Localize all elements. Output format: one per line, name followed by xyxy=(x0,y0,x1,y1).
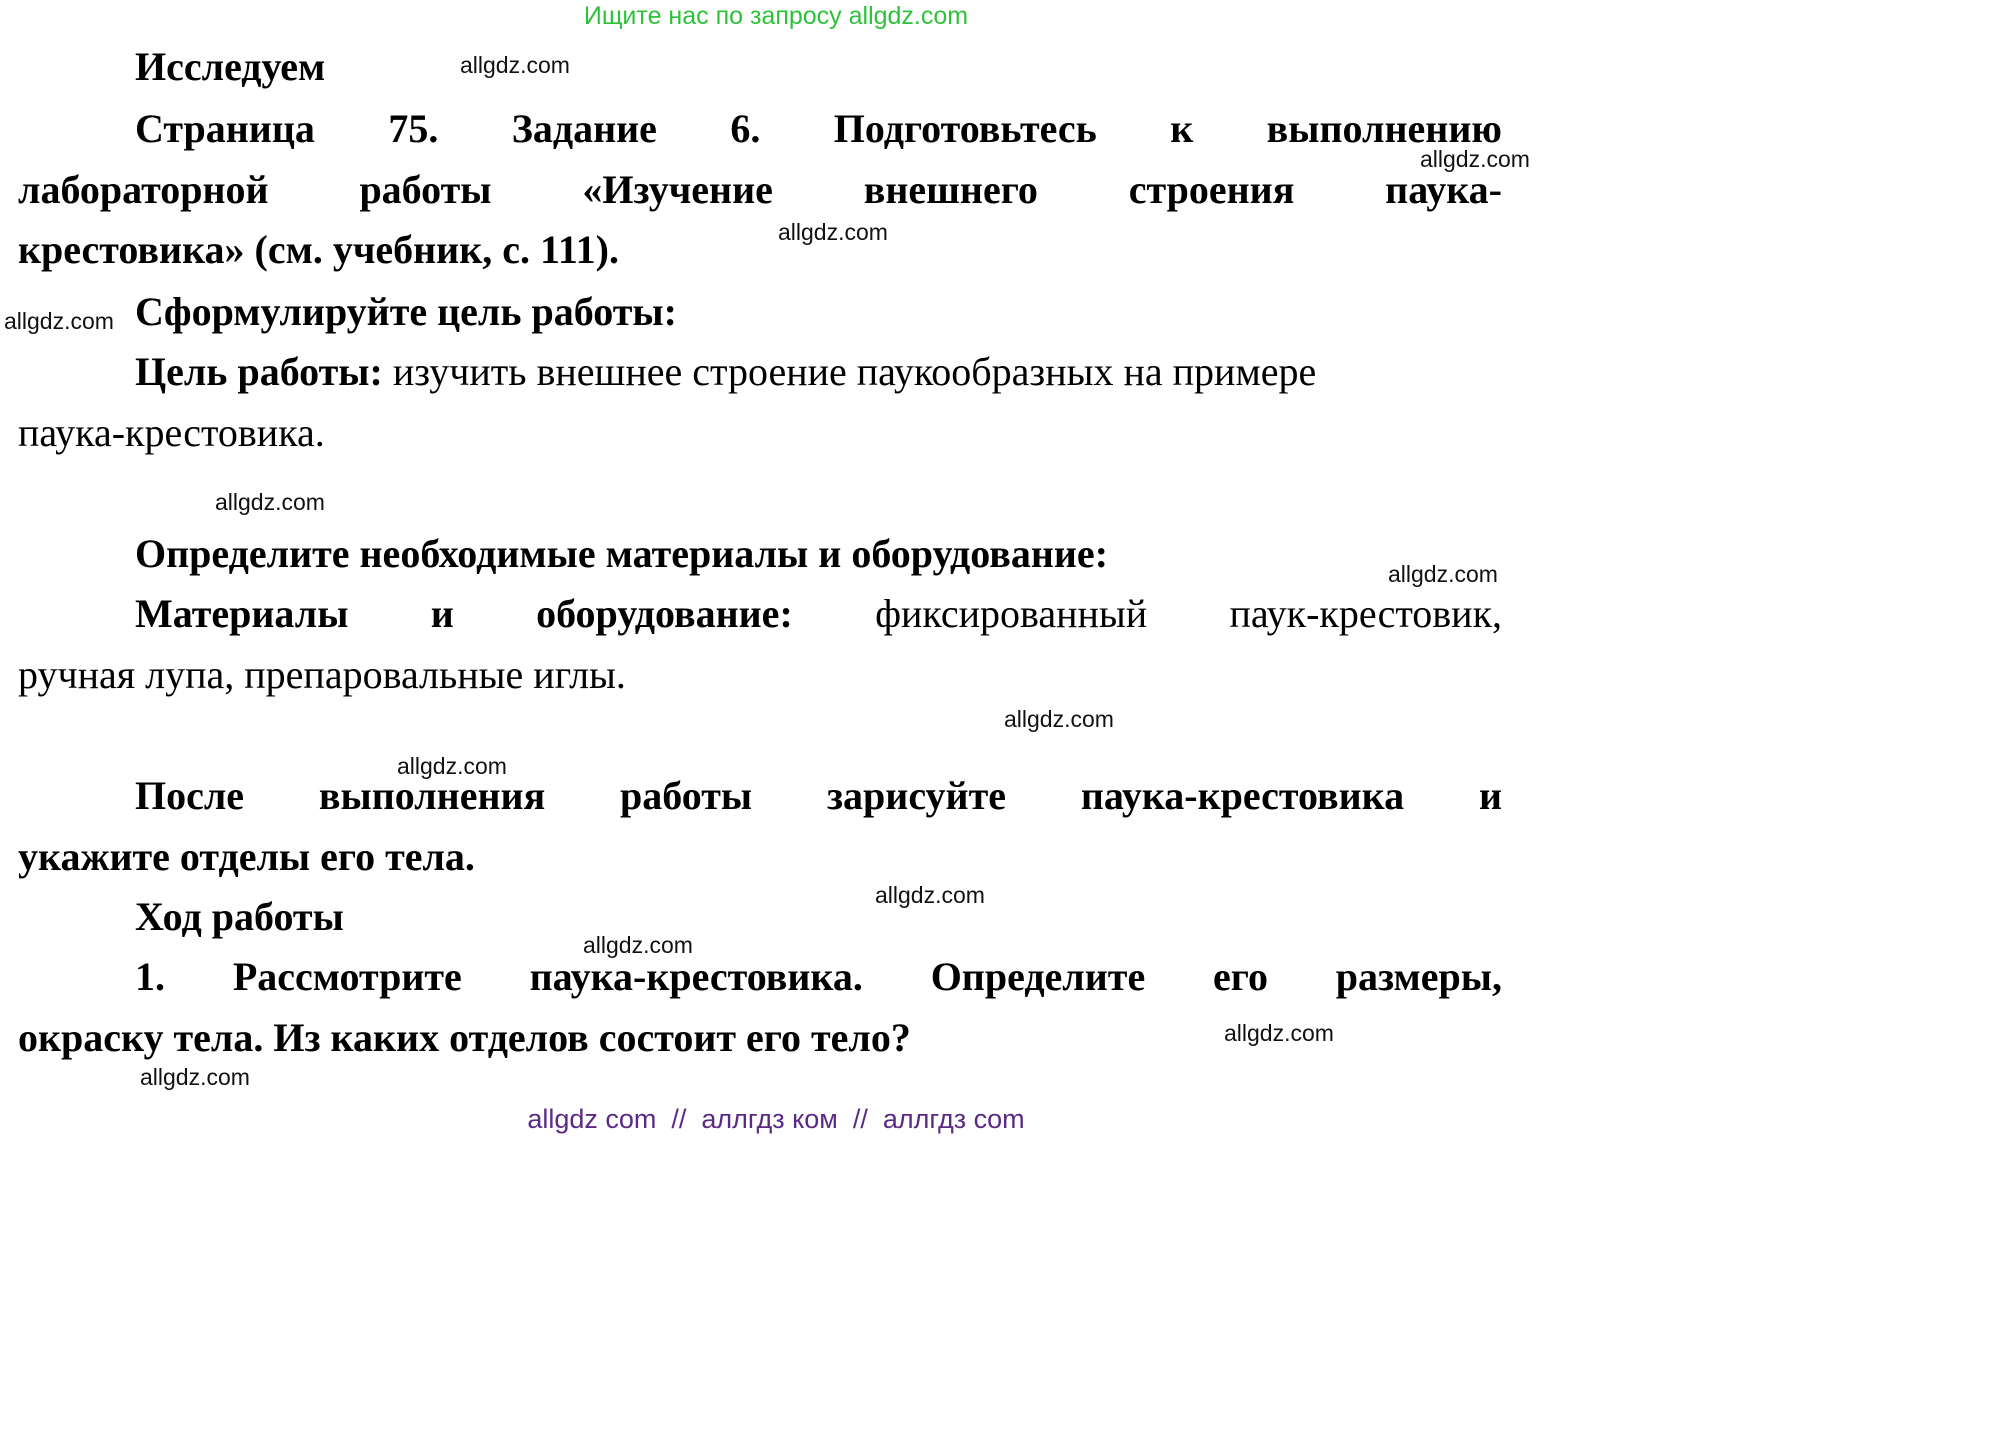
task-line-1 xyxy=(135,106,1502,151)
materials-word: фиксированный xyxy=(875,591,1148,636)
after-word: После xyxy=(135,773,245,818)
task-word: Задание xyxy=(511,106,657,151)
materials-word: и xyxy=(430,591,454,636)
bottom-banner: allgdz com // аллгдз ком // аллгдз com xyxy=(527,1104,1025,1134)
watermark: allgdz.com xyxy=(875,882,985,908)
task-word: лабораторной xyxy=(18,167,269,212)
watermark: allgdz.com xyxy=(1420,146,1530,172)
goal-prompt: Сформулируйте цель работы: xyxy=(135,289,677,334)
watermark: allgdz.com xyxy=(397,753,507,779)
step-word: Определите xyxy=(930,954,1146,999)
after-word: выполнения xyxy=(318,773,546,818)
step-number: 1. xyxy=(135,954,165,999)
watermark: allgdz.com xyxy=(1224,1020,1334,1046)
goal-line-2: паука-крестовика. xyxy=(18,410,325,455)
watermark: allgdz.com xyxy=(4,308,114,334)
materials-line-2: ручная лупа, препаровальные иглы. xyxy=(18,652,626,697)
step-1-line-2: окраску тела. Из каких отделов состоит его тело? xyxy=(18,1015,911,1060)
task-word: паука- xyxy=(1385,167,1502,212)
task-word: выполнению xyxy=(1266,106,1502,151)
step-word: его xyxy=(1213,954,1268,999)
task-word: к xyxy=(1170,106,1194,151)
step-word: Рассмотрите xyxy=(232,954,462,999)
task-line-2 xyxy=(18,167,1502,212)
task-word: строения xyxy=(1128,167,1295,212)
materials-word: паук-крестовик, xyxy=(1229,591,1502,636)
task-word: 75. xyxy=(388,106,439,151)
step-word: паука-крестовика. xyxy=(529,954,863,999)
watermark: allgdz.com xyxy=(1004,706,1114,732)
materials-word: оборудование: xyxy=(536,591,793,636)
goal-line-1 xyxy=(135,349,1317,394)
task-word: Подготовьтесь xyxy=(833,106,1097,151)
task-word: Страница xyxy=(135,106,315,151)
after-word: работы xyxy=(620,773,753,818)
watermark: allgdz.com xyxy=(460,52,570,78)
after-word: паука-крестовика xyxy=(1080,773,1405,818)
watermark: allgdz.com xyxy=(215,489,325,515)
materials-line-1 xyxy=(135,591,1502,636)
materials-word: Материалы xyxy=(135,591,349,636)
goal-label: Цель работы: xyxy=(135,349,383,394)
watermark: allgdz.com xyxy=(140,1064,250,1090)
goal-text: изучить внешнее строение паукообразных на примере xyxy=(382,349,1317,394)
watermark: allgdz.com xyxy=(778,219,888,245)
after-line-2: укажите отделы его тела. xyxy=(18,834,475,879)
task-word: 6. xyxy=(730,106,761,151)
section-heading: Исследуем xyxy=(135,44,326,89)
after-line-1 xyxy=(135,773,1502,818)
progress-heading: Ход работы xyxy=(135,894,344,939)
step-1-line-1 xyxy=(135,954,1502,999)
after-word: и xyxy=(1478,773,1502,818)
watermark: allgdz.com xyxy=(1388,561,1498,587)
task-word: работы xyxy=(359,167,492,212)
task-word: внешнего xyxy=(863,167,1038,212)
watermark: allgdz.com xyxy=(583,932,693,958)
step-word: размеры, xyxy=(1335,954,1502,999)
task-word: «Изучение xyxy=(582,167,773,212)
after-word: зарисуйте xyxy=(826,773,1006,818)
top-banner: Ищите нас по запросу allgdz.com xyxy=(583,2,969,30)
materials-prompt: Определите необходимые материалы и оборудование: xyxy=(135,531,1109,576)
task-line-3: крестовика» (см. учебник, с. 111). xyxy=(18,227,619,272)
